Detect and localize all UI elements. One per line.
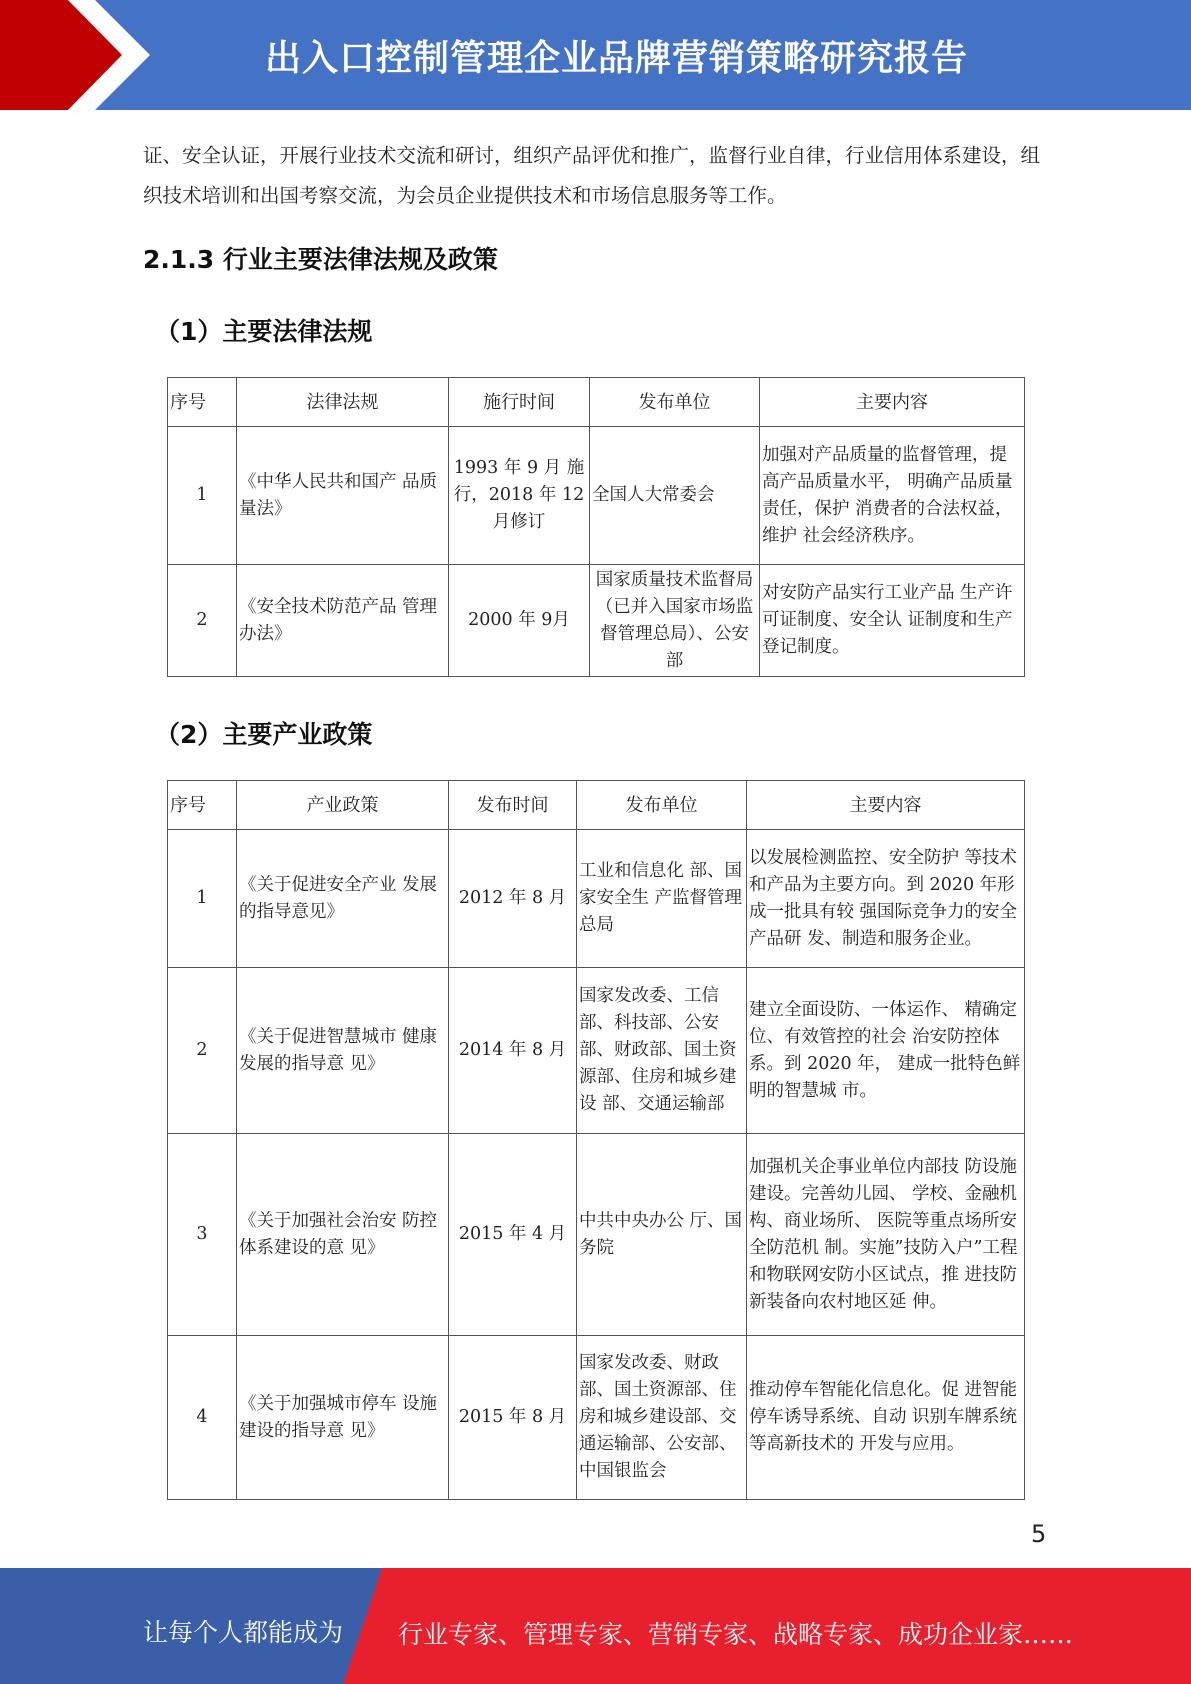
- table-header-row: [168, 781, 1025, 830]
- table-row: [168, 830, 1025, 968]
- header-cell: 主要内容: [760, 378, 1025, 427]
- footer-slogan-right: 行业专家、管理专家、营销专家、战略专家、成功企业家……: [398, 1620, 1074, 1649]
- header-cell: 发布单位: [577, 781, 747, 830]
- law-name: 《中华人民共和国产 品质量法》: [237, 427, 449, 565]
- main-content: 加强机关企事业单位内部技 防设施建设。完善幼儿园、 学校、金融机构、商业场所、 医院等重点场所安全防范机 制。实施”技防入户”工程 和物联网安防小区试点，推 进技防新装备向农村地区延 伸。: [747, 1134, 1025, 1336]
- header-cell: 施行时间: [449, 378, 590, 427]
- issuer: 国家发改委、工信部、科技部、公安部、财政部、国土资源部、住房和城乡建设 部、交通运输部: [577, 968, 747, 1134]
- issuer: 工业和信息化 部、国家安全生 产监督管理总局: [577, 830, 747, 968]
- release-time: 2015 年 8 月: [449, 1336, 577, 1500]
- main-content: 加强对产品质量的监督管理，提高产品质量水平， 明确产品质量责任，保护 消费者的合法权益，维护 社会经济秩序。: [760, 427, 1025, 565]
- release-time: 2015 年 4 月: [449, 1134, 577, 1336]
- header-cell: 发布单位: [590, 378, 760, 427]
- issuer: 中共中央办公 厅、国务院: [577, 1134, 747, 1336]
- intro-paragraph: 证、安全认证，开展行业技术交流和研讨，组织产品评优和推广，监督行业自律，行业信用体系建设，组织技术培训和出国考察交流，为会员企业提供技术和市场信息服务等工作。: [143, 144, 1041, 207]
- row-number: 1: [168, 427, 237, 565]
- footer-slogan-left: 让每个人都能成为: [143, 1618, 344, 1647]
- laws-table: [167, 377, 1025, 677]
- table-row: [168, 1134, 1025, 1336]
- page-number: 5: [1031, 1520, 1047, 1548]
- issuer: 全国人大常委会: [590, 427, 760, 565]
- row-number: 2: [168, 565, 237, 677]
- main-content: 推动停车智能化信息化。促 进智能停车诱导系统、自动 识别车牌系统等高新技术的 开发与应用。: [747, 1336, 1025, 1500]
- table-row: [168, 1336, 1025, 1500]
- policies-heading: （2）主要产业政策: [155, 720, 373, 749]
- header-cell: 产业政策: [237, 781, 449, 830]
- release-time: 2014 年 8 月: [449, 968, 577, 1134]
- page-header: [0, 0, 1191, 110]
- row-number: 1: [168, 830, 237, 968]
- main-content: 对安防产品实行工业产品 生产许可证制度、安全认 证制度和生产登记制度。: [760, 565, 1025, 677]
- effective-time: 2000 年 9月: [449, 565, 590, 677]
- policy-name: 《关于加强社会治安 防控体系建设的意 见》: [237, 1134, 449, 1336]
- laws-heading: （1）主要法律法规: [155, 317, 373, 346]
- effective-time: 1993 年 9 月 施行，2018 年 12 月修订: [449, 427, 590, 565]
- policy-name: 《关于促进安全产业 发展的指导意见》: [237, 830, 449, 968]
- policies-table: [167, 780, 1025, 1500]
- report-title: 出入口控制管理企业品牌营销策略研究报告: [265, 38, 969, 79]
- table-row: [168, 968, 1025, 1134]
- row-number: 4: [168, 1336, 237, 1500]
- page-footer: [0, 1568, 1191, 1684]
- issuer: 国家质量技术监督局（已并入国家市场监督管理总局）、公安部: [590, 565, 760, 677]
- header-cell: 序号: [168, 378, 237, 427]
- header-cell: 发布时间: [449, 781, 577, 830]
- header-cell: 法律法规: [237, 378, 449, 427]
- header-cell: 主要内容: [747, 781, 1025, 830]
- row-number: 2: [168, 968, 237, 1134]
- main-content: 建立全面设防、一体运作、 精确定位、有效管控的社会 治安防控体系。到 2020 年， 建成一批特色鲜明的智慧城 市。: [747, 968, 1025, 1134]
- header-cell: 序号: [168, 781, 237, 830]
- main-content: 以发展检测监控、安全防护 等技术和产品为主要方向。到 2020 年形成一批具有较 强国际竞争力的安全产品研 发、制造和服务企业。: [747, 830, 1025, 968]
- policy-name: 《关于加强城市停车 设施建设的指导意 见》: [237, 1336, 449, 1500]
- issuer: 国家发改委、财政部、国土资源部、住房和城乡建设部、交通运输部、公安部、中国银监会: [577, 1336, 747, 1500]
- table-row: [168, 427, 1025, 565]
- policy-name: 《关于促进智慧城市 健康发展的指导意 见》: [237, 968, 449, 1134]
- law-name: 《安全技术防范产品 管理办法》: [237, 565, 449, 677]
- table-row: [168, 565, 1025, 677]
- release-time: 2012 年 8 月: [449, 830, 577, 968]
- section-heading: 2.1.3 行业主要法律法规及政策: [143, 245, 498, 274]
- row-number: 3: [168, 1134, 237, 1336]
- table-header-row: [168, 378, 1025, 427]
